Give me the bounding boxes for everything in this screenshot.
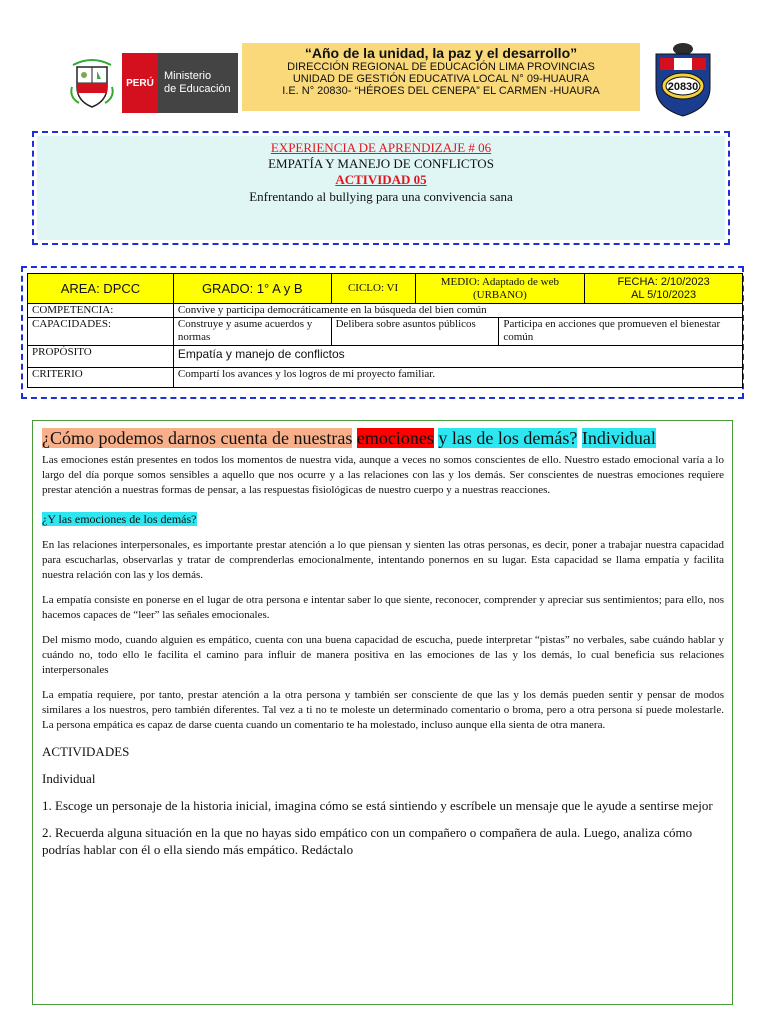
main-question: ¿Cómo podemos darnos cuenta de nuestras emociones y las de los demás? Individual xyxy=(42,428,656,448)
capacidad-1: Construye y asume acuerdos y normas xyxy=(173,318,331,346)
competencia-label: COMPETENCIA: xyxy=(28,304,174,318)
paragraph-empathic-person: Del mismo modo, cuando alguien es empático, cuenta con una buena capacidad de escucha, puede interpretar “pistas” no verbales, sabe cuándo hablar y cuándo no, todo ello le facilita el camino para influir de manera positiva en las emociones de las y los demás, lo cual beneficia sus relaciones interpersonales xyxy=(42,634,724,676)
ugel-name: UNIDAD DE GESTIÓN EDUCATIVA LOCAL N° 09-HUAURA xyxy=(292,73,590,85)
capacidades-label: CAPACIDADES: xyxy=(28,318,174,346)
activity-title: ACTIVIDAD 05 xyxy=(335,172,427,187)
capacidad-3: Participa en acciones que promueven el bienestar común xyxy=(499,318,743,346)
info-table xyxy=(27,273,743,388)
activity-item-1: 1. Escoge un personaje de la historia inicial, imagina cómo se está sintiendo y escríbele un mensaje que le ayude a sentirse mejor xyxy=(42,798,713,813)
school-badge-icon xyxy=(650,40,716,118)
experience-subtitle: EMPATÍA Y MANEJO DE CONFLICTOS xyxy=(268,156,494,171)
content-box xyxy=(32,420,733,1005)
proposito-value: Empatía y manejo de conflictos xyxy=(173,346,742,368)
info-table-box xyxy=(21,266,744,399)
medio-cell: MEDIO: Adaptado de web (URBANO) xyxy=(415,274,585,304)
school-name: I.E. N° 20830- “HÉROES DEL CENEPA” EL CARMEN -HUAURA xyxy=(282,85,600,97)
header-banner xyxy=(242,43,640,111)
peru-coat-of-arms-icon xyxy=(62,53,122,113)
paragraph-empathy-definition: La empatía consiste en ponerse en el lugar de otra persona e intentar saber lo que siente, reconocer, comprender y apreciar sus sentimientos; para ello, nos hacemos capaces de “leer” las señales emocionales. xyxy=(42,594,724,621)
criterio-value: Compartí los avances y los logros de mi proyecto familiar. xyxy=(173,368,742,388)
subquestion-others-emotions: ¿Y las emociones de los demás? xyxy=(42,512,197,526)
capacidad-2: Delibera sobre asuntos públicos xyxy=(331,318,499,346)
ministry-logo xyxy=(62,53,238,113)
fecha-cell: FECHA: 2/10/2023 AL 5/10/2023 xyxy=(585,274,743,304)
activities-heading: ACTIVIDADES xyxy=(42,744,130,759)
regional-direction: DIRECCIÓN REGIONAL DE EDUCACIÓN LIMA PROVINCIAS xyxy=(287,61,595,73)
peru-label: PERÚ xyxy=(122,53,158,113)
experience-title: EXPERIENCIA DE APRENDIZAJE # 06 xyxy=(270,140,492,155)
competencia-value: Convive y participa democráticamente en la búsqueda del bien común xyxy=(173,304,742,318)
activity-item-2: 2. Recuerda alguna situación en la que no hayas sido empático con un compañero o compañera de aula. Luego, analiza cómo podrías hablar con él o ella siendo más empático. Redáctalo xyxy=(42,825,693,857)
criterio-label: CRITERIO xyxy=(28,368,174,388)
activity-description: Enfrentando al bullying para una convivencia sana xyxy=(249,189,513,204)
svg-text:20830: 20830 xyxy=(667,81,699,93)
grado-cell: GRADO: 1° A y B xyxy=(173,274,331,304)
ciclo-cell: CICLO: VI xyxy=(331,274,415,304)
paragraph-emotions: Las emociones están presentes en todos los momentos de nuestra vida, aunque a veces no somos conscientes de ello. Nuestro estado emocional varía a lo largo del día porque somos sensibles a aquello que nos ocurre y a las relaciones con las y los demás. Ser conscientes de nuestras emociones requiere prestar atención a nuestras formas de pensar, a las respuestas fisiológicas de nuestro cuerpo y a nuestras reacciones. xyxy=(42,454,724,496)
year-motto: “Año de la unidad, la paz y el desarrollo” xyxy=(304,45,578,61)
area-cell: AREA: DPCC xyxy=(28,274,174,304)
experience-box xyxy=(32,131,730,245)
paragraph-empathy-attention: La empatía requiere, por tanto, prestar atención a la otra persona y también ser consciente de que las y los demás pueden sentir y pensar de modos similares a los nuestros, pero también diferentes. Tal vez a ti no te moleste un determinado comentario o broma, pero a otra persona sí puede molestarle. La persona empática es capaz de darse cuenta cuando un comentario te ha molestado, incluso aunque ella sienta de otra manera. xyxy=(42,689,724,731)
paragraph-interpersonal: En las relaciones interpersonales, es importante prestar atención a lo que piensan y sienten las otras personas, es decir, poner a trabajar nuestra capacidad para escucharlas, observarlas y tratar de comprenderlas emocionalmente, intentando ponernos en su lugar. Esta capacidad se llama empatía y facilita nuestra relación con las y los demás. xyxy=(42,539,724,581)
proposito-label: PROPÓSITO xyxy=(28,346,174,368)
individual-label: Individual xyxy=(42,771,96,786)
ministry-name: Ministerio de Educación xyxy=(158,53,238,113)
